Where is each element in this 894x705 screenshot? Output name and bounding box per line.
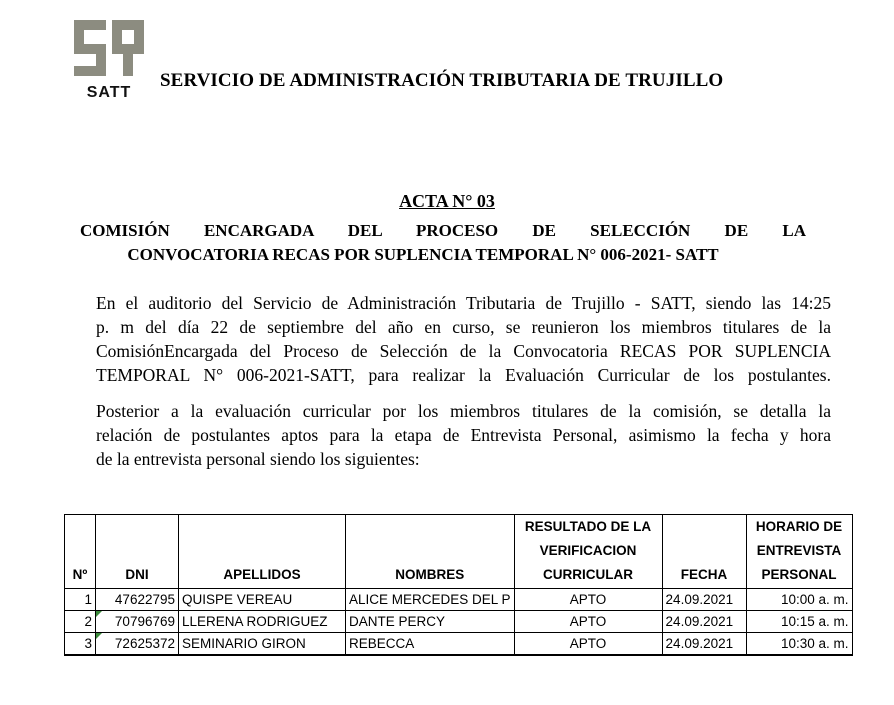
applicants-table: [64, 514, 853, 656]
cell-horario: 10:00 a. m.: [746, 589, 852, 611]
paragraph-line: Posterior a la evaluación curricular por los miembros titulares de la comisión, se detalla la: [96, 401, 831, 421]
acta-title: ACTA N° 03: [399, 191, 495, 211]
cell-resultado: APTO: [514, 611, 662, 633]
cell-nombres: ALICE MERCEDES DEL P: [346, 589, 515, 611]
paragraph-line: TEMPORAL N° 006-2021-SATT, para realizar la Evaluación Curricular de los postulantes.: [96, 365, 831, 385]
cell-fecha: 24.09.2021: [662, 611, 746, 633]
table-row: [65, 589, 853, 611]
cell-num: 1: [65, 589, 96, 611]
acta-heading: [0, 191, 894, 212]
cell-dni-value: 70796769: [114, 614, 175, 629]
cell-apellidos: SEMINARIO GIRON: [179, 633, 346, 656]
header-nombres: NOMBRES: [346, 515, 515, 589]
cell-nombres: DANTE PERCY: [346, 611, 515, 633]
commission-line-2: CONVOCATORIA RECAS POR SUPLENCIA TEMPORAL N° 006-2021- SATT: [127, 245, 719, 264]
cell-apellidos: LLERENA RODRIGUEZ: [179, 611, 346, 633]
cell-horario: 10:15 a. m.: [746, 611, 852, 633]
paragraph-line: En el auditorio del Servicio de Administración Tributaria de Trujillo - SATT, siendo las 14:25: [96, 293, 831, 313]
cell-dni-value: 72625372: [114, 636, 175, 651]
cell-nombres: REBECCA: [346, 633, 515, 656]
cell-dni-value: 47622795: [114, 592, 175, 607]
cell-dni: [96, 611, 179, 633]
header-fecha: FECHA: [662, 515, 746, 589]
header-apellidos: APELLIDOS: [179, 515, 346, 589]
cell-dni: [96, 589, 179, 611]
paragraph-line: ComisiónEncargada del Proceso de Selección de la Convocatoria RECAS POR SUPLENCIA: [96, 341, 831, 361]
cell-fecha: 24.09.2021: [662, 633, 746, 656]
table-row: [65, 611, 853, 633]
organization-title: SERVICIO DE ADMINISTRACIÓN TRIBUTARIA DE TRUJILLO: [160, 70, 724, 91]
commission-line-1: COMISIÓN ENCARGADA DEL PROCESO DE SELECCIÓN DE LA: [80, 221, 806, 240]
cell-num: 2: [65, 611, 96, 633]
cell-comment-marker-icon: [96, 611, 102, 617]
commission-heading: [80, 219, 806, 267]
cell-resultado: APTO: [514, 589, 662, 611]
header-num: Nº: [65, 515, 96, 589]
paragraph-session: [96, 291, 831, 387]
header-resultado: RESULTADO DE LA VERIFICACION CURRICULAR: [514, 515, 662, 589]
paragraph-line: p. m del día 22 de septiembre del año en curso, se reunieron los miembros titulares de la: [96, 317, 831, 337]
cell-apellidos: QUISPE VEREAU: [179, 589, 346, 611]
cell-horario: 10:30 a. m.: [746, 633, 852, 656]
cell-num: 3: [65, 633, 96, 656]
cell-fecha: 24.09.2021: [662, 589, 746, 611]
paragraph-results: [96, 399, 831, 471]
paragraph-line: relación de postulantes aptos para la etapa de Entrevista Personal, asimismo la fecha y hora: [96, 425, 831, 445]
satt-emblem-icon: [72, 18, 146, 82]
table-row: [65, 633, 853, 656]
paragraph-line: de la entrevista personal siendo los siguientes:: [96, 449, 420, 469]
logo-wordmark: SATT: [86, 84, 132, 101]
header-dni: DNI: [96, 515, 179, 589]
cell-dni: [96, 633, 179, 656]
cell-resultado: APTO: [514, 633, 662, 656]
cell-comment-marker-icon: [96, 633, 102, 639]
satt-logo: [72, 18, 150, 106]
header-horario: HORARIO DE ENTREVISTA PERSONAL: [746, 515, 852, 589]
table-header-row: [65, 515, 853, 589]
